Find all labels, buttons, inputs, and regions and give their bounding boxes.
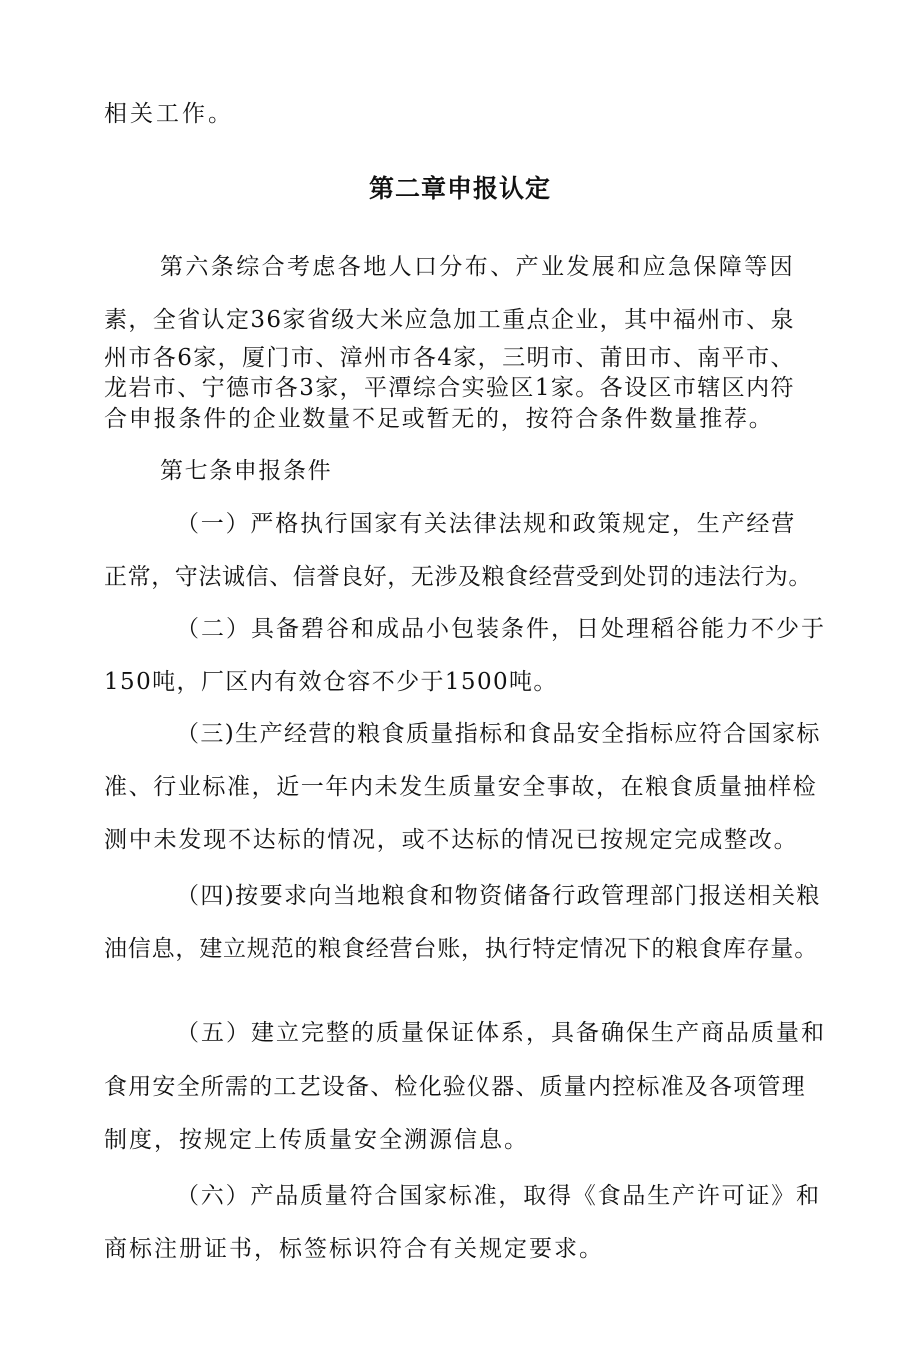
article-6-line-2: 素，全省认定36家省级大米应急加工重点企业，其中福州市、泉 (104, 307, 795, 333)
article-6-line-5: 合申报条件的企业数量不足或暂无的，按符合条件数量推荐。 (104, 406, 774, 432)
item-5-line-2: 食用安全所需的工艺设备、检化验仪器、质量内控标准及各项管理 (104, 1074, 806, 1100)
item-6-line-1: （六）产品质量符合国家标准，取得《食品生产许可证》和 (176, 1183, 821, 1209)
item-3-line-3: 测中未发现不达标的情况，或不达标的情况已按规定完成整改。 (104, 827, 799, 853)
item-1-line-2: 正常，守法诚信、信誉良好，无涉及粮食经营受到处罚的违法行为。 (104, 564, 812, 590)
article-6-line-3: 州市各6家，厦门市、漳州市各4家，三明市、莆田市、南平市、 (104, 345, 795, 371)
item-4-line-2: 油信息，建立规范的粮食经营台账，执行特定情况下的粮食库存量。 (104, 936, 818, 962)
chapter-title: 第二章申报认定 (368, 174, 551, 203)
item-5-line-1: （五）建立完整的质量保证体系，具备确保生产商品质量和 (176, 1020, 826, 1046)
item-5-line-3: 制度，按规定上传质量安全溯源信息。 (104, 1127, 529, 1153)
item-1-line-1: （一）严格执行国家有关法律法规和政策规定，生产经营 (176, 511, 796, 537)
article-7-heading: 第七条申报条件 (160, 458, 333, 484)
item-3-line-1: （三)生产经营的粮食质量指标和食品安全指标应符合国家标 (176, 721, 821, 747)
item-6-line-2: 商标注册证书，标签标识符合有关规定要求。 (104, 1236, 604, 1262)
article-6-line-1: 第六条综合考虑各地人口分布、产业发展和应急保障等因 (160, 254, 795, 280)
item-4-line-1: （四)按要求向当地粮食和物资储备行政管理部门报送相关粮 (176, 883, 821, 909)
item-2-line-2: 150吨，厂区内有效仓容不少于1500吨。 (104, 669, 558, 695)
item-2-line-1: （二）具备碧谷和成品小包装条件，日处理稻谷能力不少于 (176, 616, 826, 642)
text-line-cont: 相关工作。 (104, 101, 234, 127)
item-3-line-2: 准、行业标准，近一年内未发生质量安全事故，在粮食质量抽样检 (104, 774, 818, 800)
article-6-line-4: 龙岩市、宁德市各3家，平潭综合实验区1家。各设区市辖区内符 (104, 375, 795, 401)
